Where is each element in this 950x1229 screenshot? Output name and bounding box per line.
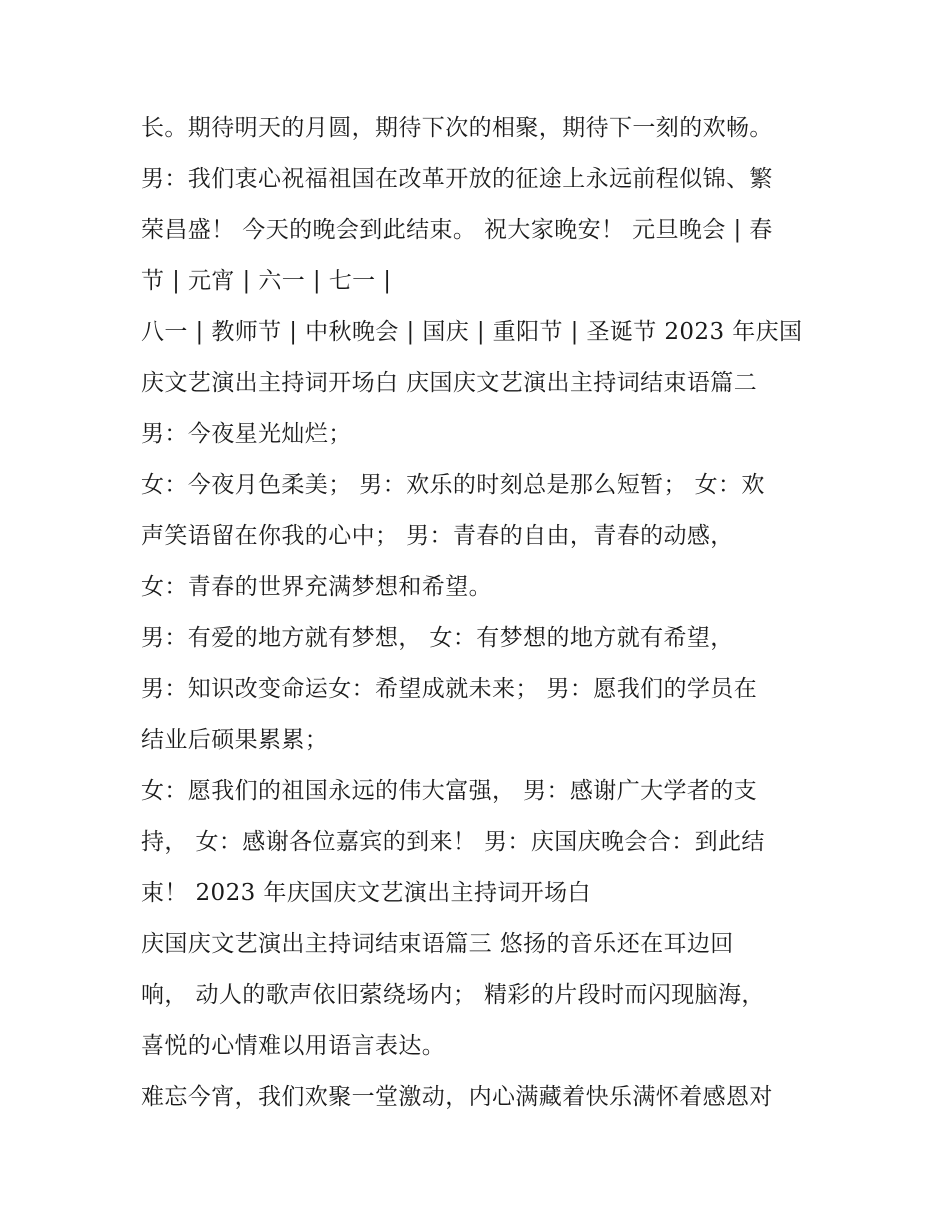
- text-line: 男：有爱的地方就有梦想， 女：有梦想的地方就有希望，: [141, 625, 734, 651]
- text-line: 束！ 2023 年庆国庆文艺演出主持词开场白: [141, 880, 591, 906]
- text-line: 长。期待明天的月圆，期待下次的相聚，期待下一刻的欢畅。: [141, 115, 773, 141]
- text-line: 节 | 元宵 | 六一 | 七一 |: [141, 268, 392, 294]
- text-line: 女：今夜月色柔美； 男：欢乐的时刻总是那么短暂； 女：欢: [141, 472, 765, 498]
- text-line: 男：知识改变命运女：希望成就未来； 男：愿我们的学员在: [141, 676, 758, 702]
- text-line: 女：青春的世界充满梦想和希望。: [141, 574, 492, 600]
- text-line: 八一 | 教师节 | 中秋晚会 | 国庆 | 重阳节 | 圣诞节 2023 年庆国: [141, 319, 803, 345]
- text-line: 难忘今宵，我们欢聚一堂激动，内心满藏着快乐满怀着感恩对: [141, 1084, 773, 1110]
- text-line: 男：今夜星光灿烂；: [141, 421, 352, 447]
- text-line: 结业后硕果累累；: [141, 727, 329, 753]
- text-line: 庆文艺演出主持词开场白 庆国庆文艺演出主持词结束语篇二: [141, 370, 758, 396]
- document-body: [141, 103, 821, 1123]
- text-line: 喜悦的心情难以用语言表达。: [141, 1033, 446, 1059]
- text-line: 荣昌盛！ 今天的晚会到此结束。 祝大家晚安！ 元旦晚会 | 春: [141, 217, 773, 243]
- text-line: 持， 女：感谢各位嘉宾的到来！ 男：庆国庆晚会合：到此结: [141, 829, 765, 855]
- text-line: 男：我们衷心祝福祖国在改革开放的征途上永远前程似锦、繁: [141, 166, 773, 192]
- text-line: 声笑语留在你我的心中； 男：青春的自由，青春的动感，: [141, 523, 734, 549]
- text-line: 女：愿我们的祖国永远的伟大富强， 男：感谢广大学者的支: [141, 778, 758, 804]
- text-line: 响， 动人的歌声依旧萦绕场内； 精彩的片段时而闪现脑海，: [141, 982, 765, 1008]
- text-line: 庆国庆文艺演出主持词结束语篇三 悠扬的音乐还在耳边回: [141, 931, 734, 957]
